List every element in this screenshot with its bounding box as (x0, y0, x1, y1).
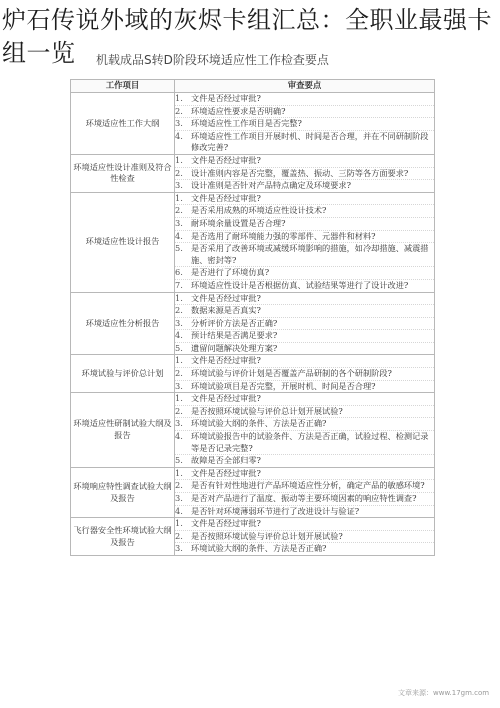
item-number: 2. (175, 480, 183, 491)
review-point-item (175, 480, 434, 493)
table-header-row (71, 80, 435, 93)
review-point-item (175, 131, 434, 154)
item-text: 文件是否经过审批? (191, 467, 261, 478)
table-row (71, 518, 435, 556)
item-text: 环境适应性工作项目是否完整? (191, 118, 302, 129)
review-point-item (175, 531, 434, 544)
item-number: 3. (175, 543, 183, 554)
review-points-cell (175, 355, 435, 393)
work-item-cell: 环境适应性设计准则及符合性检查 (71, 154, 175, 192)
checklist-table (70, 79, 435, 556)
item-number: 1. (175, 292, 183, 303)
review-point-list (175, 93, 434, 154)
review-point-item (175, 193, 434, 206)
item-number: 4. (175, 230, 183, 241)
item-text: 环境试验报告中的试验条件、方法是否正确，试验过程、检测记录等是否记录完整? (191, 431, 429, 453)
item-text: 文件是否经过审批? (191, 192, 261, 203)
work-item-cell: 环境适应性分析报告 (71, 292, 175, 355)
item-text: 是否按照环境试验与评价总计划开展试验? (191, 530, 343, 541)
item-text: 分析评价方法是否正确? (191, 317, 278, 328)
item-text: 遗留问题解决处理方案? (191, 342, 278, 353)
item-number: 4. (175, 505, 183, 516)
review-point-item (175, 368, 434, 381)
item-text: 环境适应性要求是否明确? (191, 105, 286, 116)
item-number: 3. (175, 180, 183, 191)
item-text: 设计准则内容是否完整，覆盖热、振动、三防等各方面要求? (191, 167, 409, 178)
item-number: 3. (175, 118, 183, 129)
item-text: 耐环境余量设置是否合理? (191, 217, 286, 228)
review-point-item (175, 381, 434, 393)
review-point-item (175, 267, 434, 280)
item-number: 1. (175, 393, 183, 404)
item-number: 7. (175, 279, 183, 290)
item-text: 是否进行了环境仿真? (191, 267, 270, 278)
review-point-list (175, 155, 434, 192)
item-number: 3. (175, 317, 183, 328)
review-point-item (175, 293, 434, 306)
table-row (71, 467, 435, 517)
item-text: 文件是否经过审批? (191, 154, 261, 165)
review-point-item (175, 431, 434, 455)
item-number: 3. (175, 493, 183, 503)
review-points-cell (175, 154, 435, 192)
table-row (71, 292, 435, 355)
review-point-item (175, 168, 434, 181)
item-number: 2. (175, 405, 183, 416)
item-number: 3. (175, 380, 183, 391)
item-number: 1. (175, 518, 183, 529)
table-row (71, 192, 435, 292)
item-number: 2. (175, 205, 183, 216)
item-text: 文件是否经过审批? (191, 393, 261, 404)
item-number: 5. (175, 342, 183, 353)
review-point-list (175, 293, 434, 355)
review-point-list (175, 468, 434, 517)
review-point-list (175, 355, 434, 392)
item-number: 1. (175, 154, 183, 165)
review-point-item (175, 305, 434, 318)
item-text: 故障是否全部归零? (191, 455, 261, 466)
review-point-item (175, 93, 434, 106)
table-row (71, 93, 435, 155)
work-item-cell: 环境试验与评价总计划 (71, 355, 175, 393)
item-number: 2. (175, 305, 183, 316)
item-text: 预计结果是否满足要求? (191, 330, 278, 341)
review-point-list (175, 193, 434, 292)
item-text: 环境试验大纲的条件、方法是否正确? (191, 543, 327, 554)
review-point-list (175, 518, 434, 555)
work-item-cell: 环境适应性研制试验大纲及报告 (71, 393, 175, 468)
item-text: 环境适应性设计是否根据仿真、试验结果等进行了设计改进? (191, 279, 409, 290)
item-number: 2. (175, 105, 183, 116)
item-text: 是否按照环境试验与评价总计划开展试验? (191, 405, 343, 416)
review-point-item (175, 280, 434, 292)
review-point-item (175, 418, 434, 431)
review-points-cell (175, 192, 435, 292)
item-number: 6. (175, 267, 183, 278)
item-text: 文件是否经过审批? (191, 518, 261, 529)
review-points-cell (175, 518, 435, 556)
table-row (71, 355, 435, 393)
column-header-points: 审查要点 (175, 80, 435, 93)
item-number: 3. (175, 418, 183, 429)
work-item-cell: 环境适应性设计报告 (71, 192, 175, 292)
column-header-project: 工作项目 (71, 80, 175, 93)
table-body (71, 93, 435, 556)
source-watermark: 文章来源：www.17gm.com (398, 689, 490, 697)
review-point-item (175, 406, 434, 419)
review-point-item (175, 243, 434, 267)
review-point-item (175, 205, 434, 218)
item-text: 环境试验项目是否完整，开展时机、时间是否合理? (191, 380, 376, 391)
item-number: 1. (175, 93, 183, 103)
item-text: 设计准则是否针对产品特点确定及环境要求? (191, 180, 351, 191)
review-point-item (175, 218, 434, 231)
item-number: 5. (175, 455, 183, 466)
document-title: 机载成品S转D阶段环境适应性工作检查要点 (96, 53, 329, 67)
item-text: 环境适应性工作项目开展时机、时间是否合理，并在不同研制阶段修改完善? (191, 130, 429, 153)
item-number: 5. (175, 243, 183, 254)
item-number: 4. (175, 130, 183, 141)
table-row (71, 154, 435, 192)
item-text: 是否有针对性地进行产品环境适应性分析，确定产品的敏感环境? (191, 480, 425, 491)
item-number: 2. (175, 530, 183, 541)
work-item-cell: 环境适应性工作大纲 (71, 93, 175, 155)
item-number: 1. (175, 192, 183, 203)
review-point-item (175, 355, 434, 368)
item-number: 2. (175, 368, 183, 379)
item-text: 环境试验与评价计划是否覆盖产品研制的各个研制阶段? (191, 368, 392, 379)
page-headline: 炉石传说外域的灰烬卡组汇总：全职业最强卡组一览 (2, 6, 492, 67)
review-point-item (175, 343, 434, 355)
review-point-item (175, 493, 434, 506)
work-item-cell: 飞行器安全性环境试验大纲及报告 (71, 518, 175, 556)
review-point-item (175, 231, 434, 244)
review-point-item (175, 455, 434, 467)
item-number: 3. (175, 217, 183, 228)
review-point-item (175, 330, 434, 343)
item-text: 是否采用了改善环境或减缓环境影响的措施，如冷却措施、减震措施、密封等? (191, 243, 429, 265)
review-point-item (175, 118, 434, 131)
review-points-cell (175, 292, 435, 355)
item-text: 是否对产品进行了温度、振动等主要环境因素的响应特性调查? (191, 493, 417, 503)
review-points-cell (175, 393, 435, 468)
review-points-cell (175, 93, 435, 155)
item-text: 文件是否经过审批? (191, 292, 261, 303)
item-text: 是否针对环境薄弱环节进行了改进设计与验证? (191, 505, 360, 516)
review-point-item (175, 518, 434, 531)
review-points-cell (175, 467, 435, 517)
review-point-item (175, 506, 434, 518)
item-text: 数据来源是否真实? (191, 305, 261, 316)
review-point-item (175, 318, 434, 331)
review-point-item (175, 393, 434, 406)
table-row (71, 393, 435, 468)
item-text: 环境试验大纲的条件、方法是否正确? (191, 418, 327, 429)
item-text: 文件是否经过审批? (191, 355, 261, 366)
review-point-list (175, 393, 434, 467)
item-number: 2. (175, 167, 183, 178)
work-item-cell: 环境响应特性调查试验大纲及报告 (71, 467, 175, 517)
review-point-item (175, 468, 434, 481)
item-number: 4. (175, 330, 183, 341)
item-text: 文件是否经过审批? (191, 93, 261, 103)
review-point-item (175, 180, 434, 192)
item-text: 是否选用了耐环境能力强的零部件、元器件和材料? (191, 230, 376, 241)
item-text: 是否采用成熟的环境适应性设计技术? (191, 205, 327, 216)
item-number: 1. (175, 355, 183, 366)
review-point-item (175, 155, 434, 168)
review-point-item (175, 543, 434, 555)
review-point-item (175, 106, 434, 119)
item-number: 4. (175, 431, 183, 442)
item-number: 1. (175, 467, 183, 478)
